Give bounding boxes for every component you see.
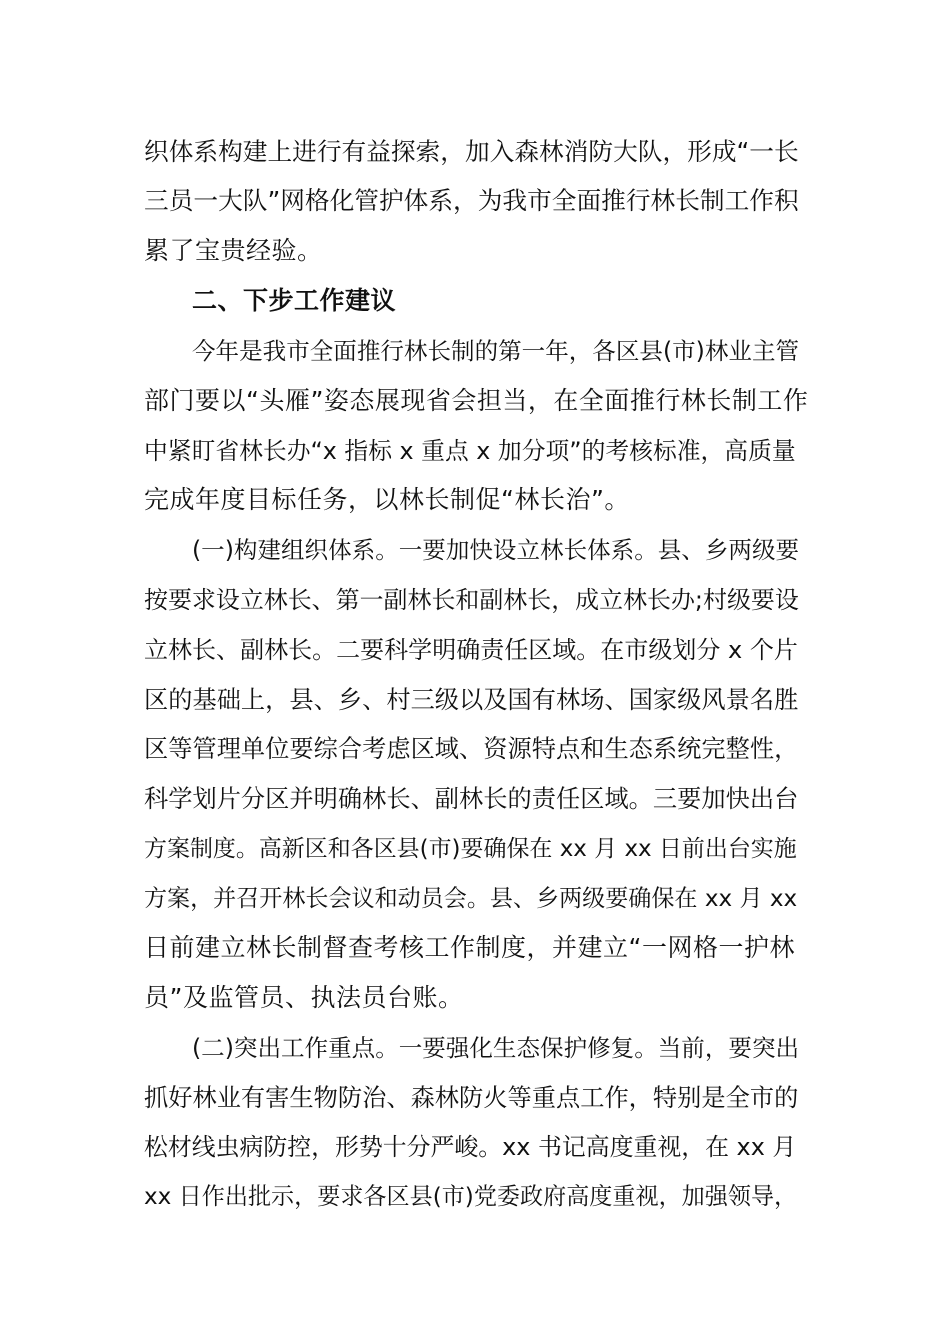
- text-line: 方案，并召开林长会议和动员会。县、乡两级要确保在 xx 月 xx: [144, 886, 798, 912]
- text-line: 区的基础上，县、乡、村三级以及国有林场、国家级风景名胜: [144, 685, 799, 714]
- text-line: 科学划片分区并明确林长、副林长的责任区域。三要加快出台: [144, 784, 799, 813]
- text-line: xx 日作出批示，要求各区县(市)党委政府高度重视，加强领导，: [144, 1184, 798, 1210]
- text-line: 区等管理单位要综合考虑区域、资源特点和生态系统完整性，: [144, 734, 799, 763]
- text-line: 累了宝贵经验。: [144, 236, 323, 265]
- text-line: (二)突出工作重点。一要强化生态保护修复。当前，要突出: [192, 1034, 800, 1062]
- text-line: 抓好林业有害生物防治、森林防火等重点工作，特别是全市的: [144, 1083, 799, 1112]
- text-line: 立林长、副林长。二要科学明确责任区域。在市级划分 x 个片: [144, 636, 798, 664]
- text-line: 方案制度。高新区和各区县(市)要确保在 xx 月 xx 日前出台实施: [144, 836, 797, 862]
- text-line: 日前建立林长制督查考核工作制度，并建立“一网格一护林: [144, 933, 795, 962]
- text-line: 织体系构建上进行有益探索，加入森林消防大队，形成“一长: [144, 137, 799, 166]
- text-line: 完成年度目标任务，以林长制促“林长治”。: [144, 485, 630, 514]
- text-line: (一)构建组织体系。一要加快设立林长体系。县、乡两级要: [192, 536, 800, 564]
- text-line: 员”及监管员、执法员台账。: [144, 983, 464, 1012]
- text-line: 三员一大队”网格化管护体系，为我市全面推行林长制工作积: [144, 186, 799, 215]
- text-line: 部门要以“头雁”姿态展现省会担当，在全面推行林长制工作: [144, 386, 809, 415]
- text-line: 按要求设立林长、第一副林长和副林长，成立林长办;村级要设: [144, 586, 799, 614]
- text-line: 今年是我市全面推行林长制的第一年，各区县(市)林业主管: [192, 337, 800, 365]
- text-line: 中紧盯省林长办“x 指标 x 重点 x 加分项”的考核标准，高质量: [144, 437, 796, 465]
- text-line: 松材线虫病防控，形势十分严峻。xx 书记高度重视，在 xx 月: [144, 1133, 797, 1161]
- section-heading: 二、下步工作建议: [192, 286, 397, 315]
